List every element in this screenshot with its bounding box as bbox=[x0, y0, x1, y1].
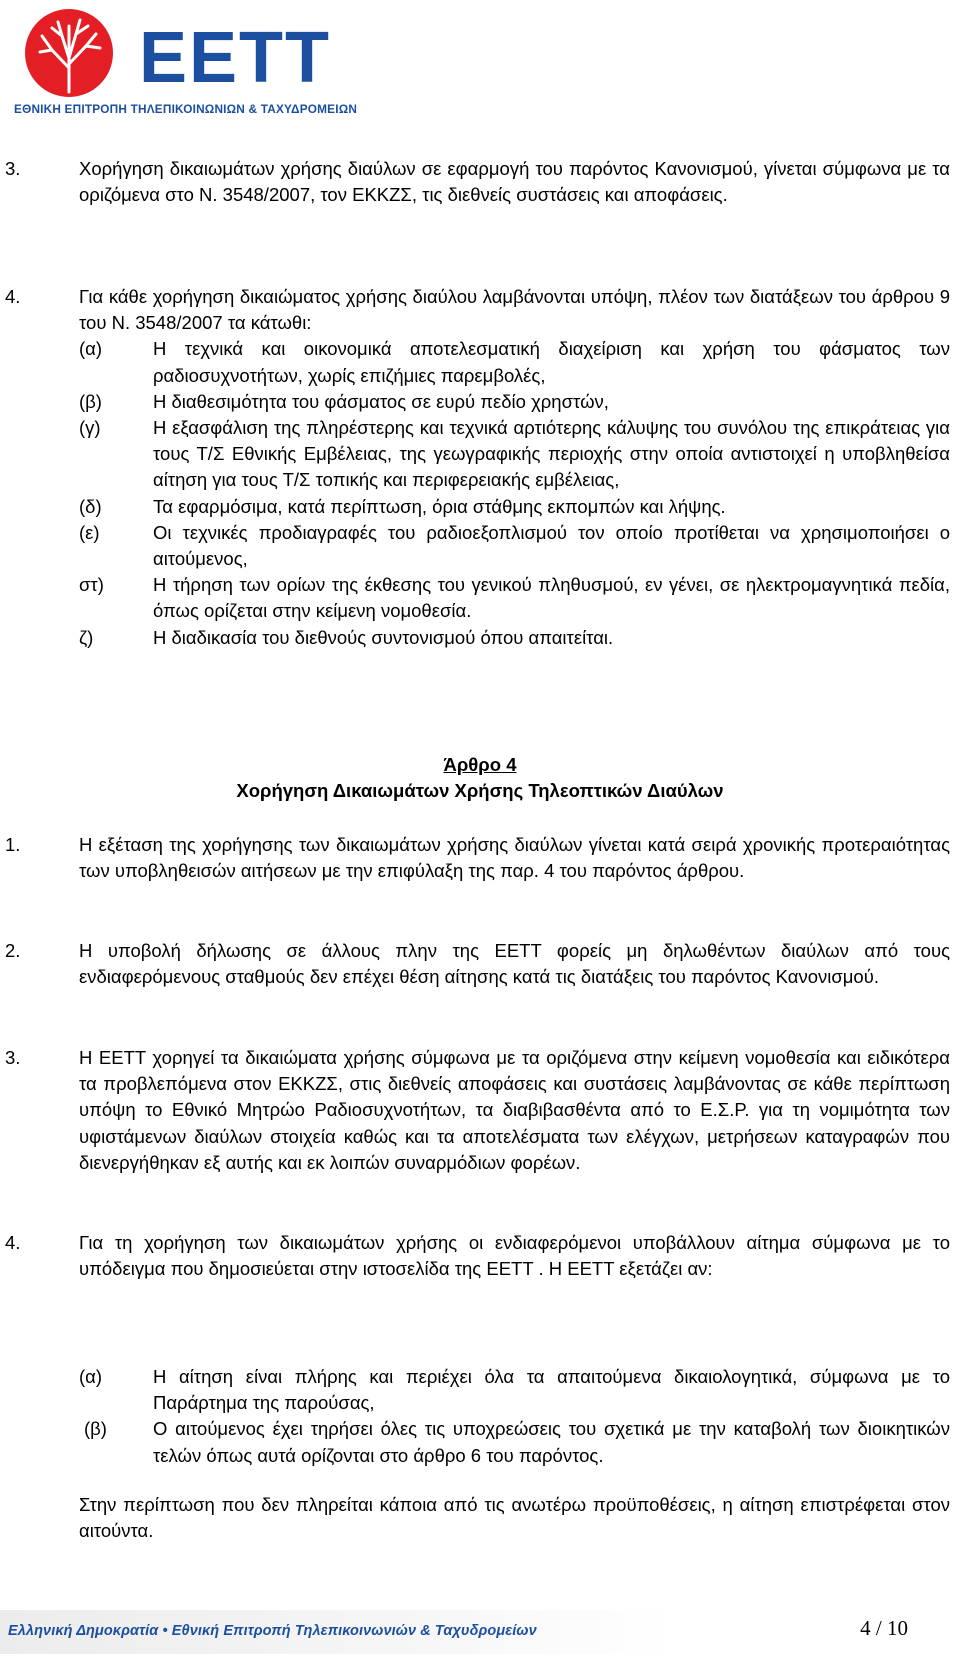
list-item bbox=[79, 336, 950, 388]
tree-emblem-icon bbox=[12, 6, 132, 106]
logo-wordmark: ΕΕΤΤ bbox=[139, 18, 332, 98]
article-paragraph-4-items bbox=[0, 1364, 960, 1469]
paragraph-number: 3. bbox=[5, 1047, 21, 1068]
paragraph-text: Η εξέταση της χορήγησης των δικαιωμάτων χρήσης διαύλων γίνεται κατά σειρά χρονικής προτεραιότητας των υποβληθεισών αιτήσεων με την επιφύλαξη της παρ. 4 του παρόντος άρθρου. bbox=[79, 834, 950, 882]
article-heading bbox=[0, 752, 960, 805]
eett-logo bbox=[12, 6, 358, 124]
paragraph-number: 2. bbox=[5, 940, 21, 961]
list-item bbox=[79, 1416, 950, 1468]
list-item-text: Οι τεχνικές προδιαγραφές του ραδιοεξοπλισμού τον οποίο προτίθεται να χρησιμοποιήσει ο αιτούμενος, bbox=[153, 521, 950, 570]
paragraph-text: Η ΕΕΤΤ χορηγεί τα δικαιώματα χρήσης σύμφωνα με τα οριζόμενα στην κείμενη νομοθεσία και ειδικότερα τα προβλεπόμενα στον ΕΚΚΖΣ, στις διεθνείς αποφάσεις και συστάσεις λαμβάνοντας σε κάθε περίπτωση υπόψη το Εθνικό Μητρώο Ραδιοσυχνοτήτων, τα διαβιβασθέντα από το Ε.Σ.Ρ. για τη νομιμότητα των υφιστάμενων διαύλων στοιχεία καθώς και τα αποτελέσματα των ελέγχων, μετρήσεων καταγραφών που διενεργήθηκαν εξ αυτής και εκ λοιπών συναρμόδιων φορέων. bbox=[79, 1047, 950, 1173]
list-item-text: Η τήρηση των ορίων της έκθεσης του γενικού πληθυσμού, εν γένει, σε ηλεκτρομαγνητικά πεδία, όπως ορίζεται στην κείμενη νομοθεσία. bbox=[153, 574, 950, 622]
list-item-text: Η διαθεσιμότητα του φάσματος σε ευρύ πεδίο χρηστών, bbox=[153, 390, 609, 412]
list-item-label: στ) bbox=[79, 574, 104, 596]
article-title: Χορήγηση Δικαιωμάτων Χρήσης Τηλεοπτικών Διαύλων bbox=[236, 780, 724, 802]
list-item-label: ζ) bbox=[79, 626, 94, 648]
list-item-label: (β) bbox=[79, 390, 102, 412]
article-paragraph-2 bbox=[0, 938, 960, 990]
footer-text: Ελληνική Δημοκρατία • Εθνική Επιτροπή Τηλεπικοινωνιών & Ταχυδρομείων bbox=[8, 1623, 537, 1639]
list-item-label: (β) bbox=[84, 1418, 107, 1440]
list-item-label: (α) bbox=[79, 338, 103, 360]
article-paragraph-4 bbox=[0, 1230, 960, 1282]
paragraph-4 bbox=[0, 284, 960, 651]
article-paragraph-1 bbox=[0, 832, 960, 884]
criteria-list bbox=[79, 336, 950, 650]
list-item bbox=[79, 494, 950, 520]
logo-subtitle: ΕΘΝΙΚΗ ΕΠΙΤΡΟΠΗ ΤΗΛΕΠΙΚΟΙΝΩΝΙΩΝ & ΤΑΧΥΔΡΟΜΕΙΩΝ bbox=[14, 102, 358, 116]
paragraph-text: Για τη χορήγηση των δικαιωμάτων χρήσης οι ενδιαφερόμενοι υποβάλλουν αίτημα σύμφωνα με το υπόδειγμα που δημοσιεύεται στην ιστοσελίδα της ΕΕΤΤ . Η ΕΕΤΤ εξετάζει αν: bbox=[79, 1232, 950, 1280]
list-item-label: (δ) bbox=[79, 495, 102, 517]
article-paragraph-3 bbox=[0, 1045, 960, 1176]
list-item bbox=[79, 1364, 950, 1416]
paragraph-text: Για κάθε χορήγηση δικαιώματος χρήσης διαύλου λαμβάνονται υπόψη, πλέον των διατάξεων του άρθρου 9 του Ν. 3548/2007 τα κάτωθι: bbox=[79, 286, 950, 334]
article-number: Άρθρο 4 bbox=[443, 754, 517, 775]
list-item bbox=[79, 389, 950, 415]
check-list bbox=[79, 1364, 950, 1469]
paragraph-number: 3. bbox=[5, 158, 21, 179]
paragraph-text: Χορήγηση δικαιωμάτων χρήσης διαύλων σε εφαρμογή του παρόντος Κανονισμού, γίνεται σύμφωνα με τα οριζόμενα στο Ν. 3548/2007, τον ΕΚΚΖΣ, τις διεθνείς συστάσεις και αποφάσεις. bbox=[79, 158, 950, 206]
list-item-text: Η διαδικασία του διεθνούς συντονισμού όπου απαιτείται. bbox=[153, 626, 614, 648]
list-item bbox=[79, 415, 950, 494]
list-item-label: (ε) bbox=[79, 521, 100, 543]
list-item-text: Η εξασφάλιση της πληρέστερης και τεχνικά αρτιότερης κάλυψης του συνόλου της επικράτειας για τους Τ/Σ Εθνικής Εμβέλειας, της γεωγραφικής περιοχής στην οποία αντιστοιχεί η υποβληθείσα αίτηση για τους Τ/Σ τοπικής και περιφερειακής εμβέλειας, bbox=[153, 417, 950, 491]
list-item-text: Ο αιτούμενος έχει τηρήσει όλες τις υποχρεώσεις του σχετικά με την καταβολή των διοικητικών τελών όπως αυτά ορίζονται στο άρθρο 6 του παρόντος. bbox=[153, 1418, 950, 1466]
paragraph-3 bbox=[0, 156, 960, 208]
page-number: 4 / 10 bbox=[860, 1616, 908, 1640]
paragraph-number: 1. bbox=[5, 834, 21, 855]
paragraph-number: 4. bbox=[5, 1232, 21, 1253]
list-item-label: (γ) bbox=[79, 417, 101, 439]
paragraph-text: Η υποβολή δήλωσης σε άλλους πλην της ΕΕΤΤ φορείς μη δηλωθέντων διαύλων από τους ενδιαφερόμενους σταθμούς δεν επέχει θέση αίτησης κατά τις διατάξεις του παρόντος Κανονισμού. bbox=[79, 940, 950, 988]
paragraph-number: 4. bbox=[5, 286, 21, 307]
list-item-text: Τα εφαρμόσιμα, κατά περίπτωση, όρια στάθμης εκπομπών και λήψης. bbox=[153, 495, 726, 517]
footer-band bbox=[0, 1610, 960, 1654]
list-item-label: (α) bbox=[79, 1366, 103, 1387]
list-item-text: Η αίτηση είναι πλήρης και περιέχει όλα τα απαιτούμενα δικαιολογητικά, σύμφωνα με το Παράρτημα της παρούσας, bbox=[153, 1366, 950, 1414]
list-item bbox=[79, 625, 950, 651]
list-item bbox=[79, 520, 950, 572]
list-item bbox=[79, 572, 950, 624]
list-item-text: Η τεχνικά και οικονομικά αποτελεσματική διαχείριση και χρήση του φάσματος των ραδιοσυχνοτήτων, χωρίς επιζήμιες παρεμβολές, bbox=[153, 338, 950, 386]
closing-paragraph: Στην περίπτωση που δεν πληρείται κάποια από τις ανωτέρω προϋποθέσεις, η αίτηση επιστρέφεται στον αιτούντα. bbox=[79, 1494, 950, 1542]
